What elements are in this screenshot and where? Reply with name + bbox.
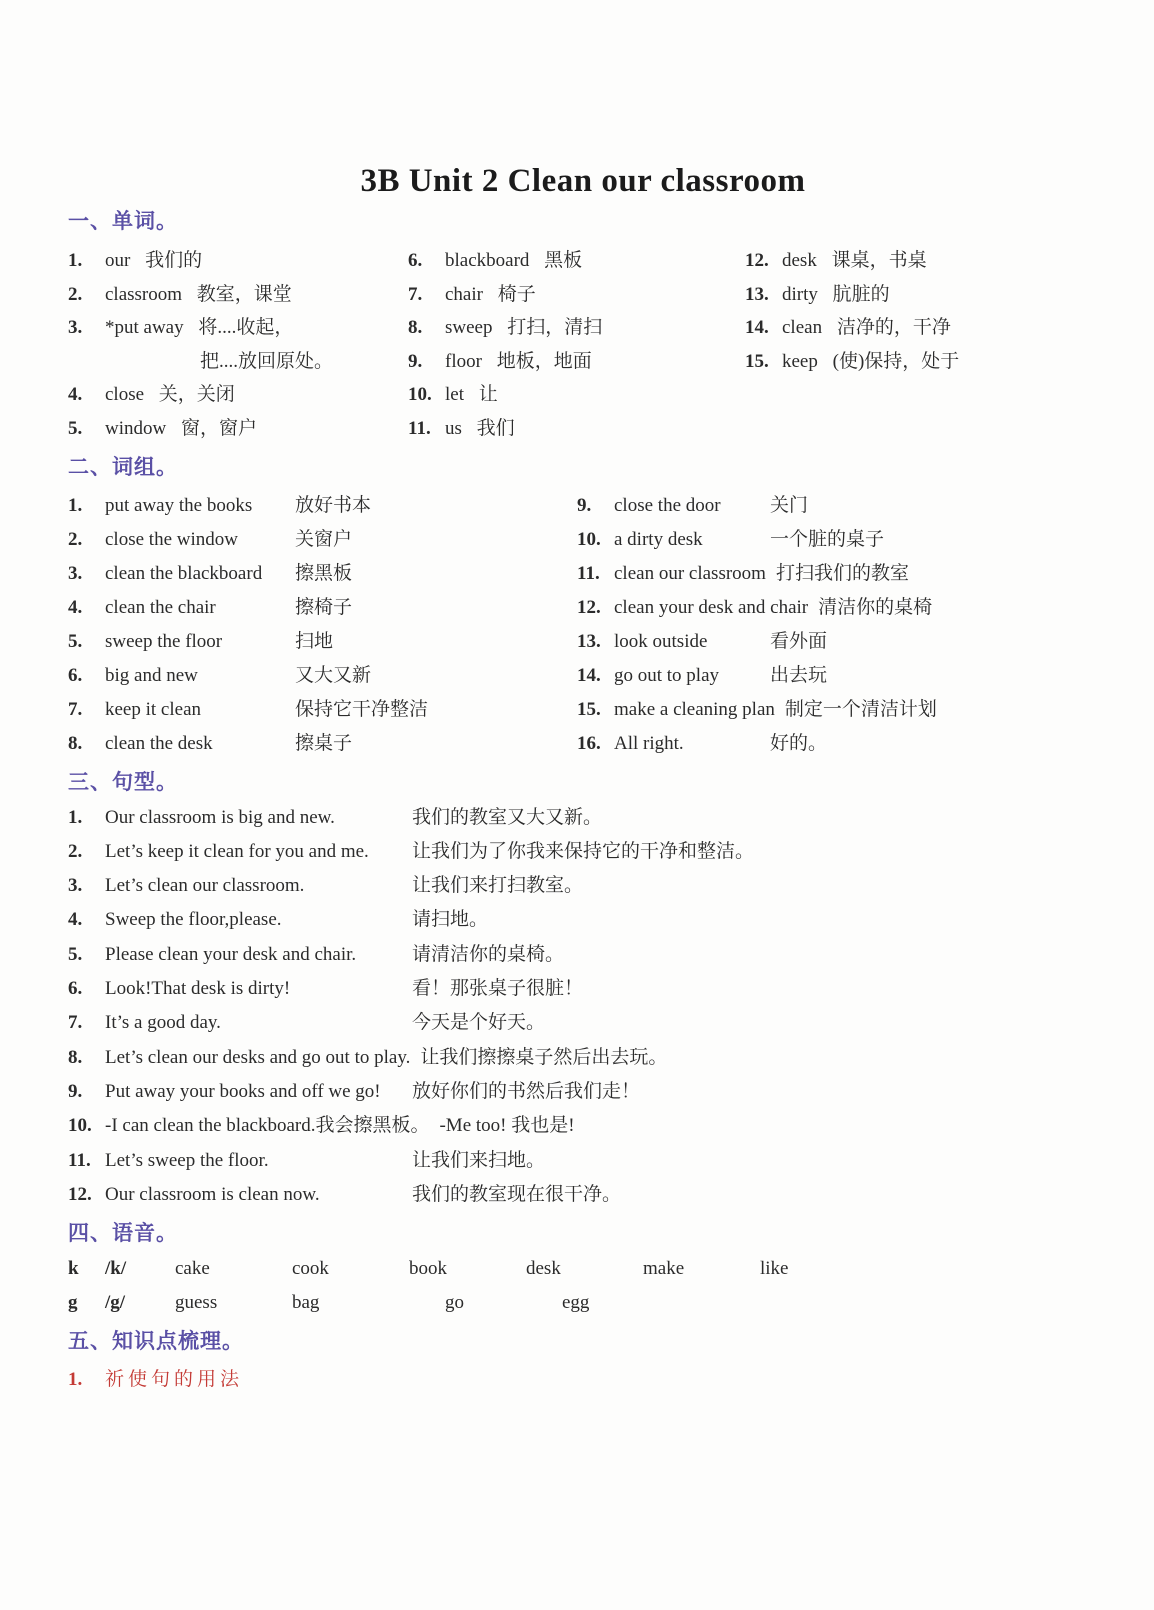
word-item (408, 311, 745, 345)
sentences-section (68, 801, 1098, 1213)
phonics-word: egg (562, 1292, 590, 1314)
phonics-word: bag (292, 1292, 320, 1314)
phrase-item (577, 489, 1098, 523)
phrase-english: clean our classroom (614, 562, 766, 584)
item-number: 1. (68, 250, 83, 271)
phrase-english: clean your desk and chair (614, 596, 809, 618)
word-english: classroom (105, 283, 183, 305)
sentence-chinese: 放好你们的书然后我们走！ (412, 1080, 641, 1102)
phonics-word: guess (175, 1292, 218, 1314)
item-number: 4. (68, 384, 83, 406)
word-item (68, 311, 408, 378)
sentence-english: Our classroom is big and new. (105, 806, 335, 828)
sentence-chinese: 我们的教室又大又新。 (412, 806, 603, 828)
word-text (105, 244, 408, 278)
phrase-english: close the door (614, 494, 721, 516)
item-number: 16. (577, 732, 601, 754)
phonics-section (68, 1252, 1098, 1320)
knowledge-text: 祈使句的用法 (105, 1369, 244, 1391)
word-text (782, 311, 1098, 345)
phrase-english: make a cleaning plan (614, 698, 775, 720)
word-item (408, 412, 745, 446)
word-item (68, 378, 408, 412)
sentence-english: Look!That desk is dirty! (105, 978, 291, 1000)
word-text (105, 311, 408, 378)
item-number: 4. (68, 596, 83, 618)
phrase-item (577, 659, 1098, 693)
phonics-word: go (445, 1292, 464, 1314)
sentence-english: Sweep the floor,please. (105, 909, 282, 931)
item-number: 13. (745, 283, 769, 305)
word-english: close (105, 384, 145, 406)
phonics-sound: /k/ (105, 1258, 127, 1280)
word-english: sweep (445, 317, 493, 339)
phrase-chinese: 关窗户 (295, 528, 353, 550)
word-text (782, 244, 1098, 278)
item-number: 2. (68, 283, 83, 305)
phrase-english: All right. (614, 732, 684, 754)
sentence-english: It’s a good day. (105, 1012, 221, 1034)
word-text (445, 378, 745, 412)
section-sentences-heading: 三、句型。 (68, 769, 178, 794)
item-number: 5. (68, 630, 83, 652)
section-phonics-heading: 四、语音。 (68, 1221, 178, 1246)
phrase-chinese: 出去玩 (770, 664, 828, 686)
sentence-english: Put away your books and off we go! (105, 1080, 381, 1102)
sentence-chinese: 让我们来打扫教室。 (412, 875, 584, 897)
phrases-section (68, 489, 1098, 761)
phonics-word: cook (292, 1258, 329, 1280)
sentence-item (68, 1109, 1098, 1143)
item-number: 1. (68, 1369, 83, 1391)
word-chinese: 打扫，清扫 (507, 317, 603, 339)
phrase-item (577, 625, 1098, 659)
phrase-chinese: 保持它干净整洁 (295, 698, 429, 720)
item-number: 12. (745, 250, 769, 271)
sentence-item (68, 869, 1098, 903)
word-item (408, 278, 745, 312)
item-number: 10. (577, 528, 601, 550)
sentence-chinese: 让我们擦擦桌子然后出去玩。 (420, 1046, 668, 1068)
word-item (408, 345, 745, 379)
phrase-chinese: 放好书本 (295, 494, 372, 516)
item-number: 4. (68, 909, 83, 931)
word-text (445, 345, 745, 379)
word-chinese: 将....收起， (198, 317, 294, 339)
word-english: clean (782, 317, 823, 339)
word-text (445, 244, 745, 278)
word-english: keep (782, 350, 818, 372)
word-chinese: 肮脏的 (832, 283, 890, 305)
phonics-word: like (760, 1258, 789, 1280)
phrase-item (68, 523, 577, 557)
item-number: 2. (68, 840, 83, 862)
phrase-english: put away the books (105, 494, 253, 516)
sentence-english: Let’s keep it clean for you and me. (105, 840, 369, 862)
item-number: 2. (68, 528, 83, 550)
item-number: 7. (408, 283, 423, 305)
phrase-chinese: 清洁你的桌椅 (818, 596, 933, 618)
sentence-chinese: 我们的教室现在很干净。 (412, 1183, 622, 1205)
item-number: 12. (68, 1183, 92, 1205)
item-number: 5. (68, 943, 83, 965)
phrase-chinese: 一个脏的桌子 (770, 528, 885, 550)
phrases-column-2 (577, 489, 1098, 761)
item-number: 9. (408, 350, 423, 372)
word-chinese: 我们 (476, 417, 515, 439)
phrase-item (577, 523, 1098, 557)
phrase-item (68, 591, 577, 625)
phrase-item (577, 727, 1098, 761)
phrase-item (577, 557, 1098, 591)
item-number: 9. (68, 1080, 83, 1102)
sentence-item (68, 801, 1098, 835)
words-column-2 (408, 244, 745, 446)
phrase-chinese: 扫地 (295, 630, 334, 652)
item-number: 7. (68, 698, 83, 720)
sentence-chinese: 请清洁你的桌椅。 (412, 943, 565, 965)
item-number: 9. (577, 494, 592, 516)
phonics-word: cake (175, 1258, 210, 1280)
word-english: desk (782, 250, 817, 271)
word-item (408, 244, 745, 278)
item-number: 3. (68, 317, 83, 339)
item-number: 14. (577, 664, 601, 686)
phonics-sound: /g/ (105, 1292, 126, 1314)
phrase-english: close the window (105, 528, 238, 550)
phrase-item (68, 489, 577, 523)
phrase-english: keep it clean (105, 698, 202, 720)
words-column-1 (68, 244, 408, 446)
phrase-item (577, 693, 1098, 727)
sentence-chinese: -Me too! 我也是! (439, 1115, 575, 1137)
phrase-item (68, 625, 577, 659)
word-item (745, 311, 1098, 345)
word-chinese: (使)保持，处于 (832, 350, 960, 372)
sentence-item (68, 972, 1098, 1006)
word-english: our (105, 250, 131, 271)
sentence-english: Let’s clean our desks and go out to play. (105, 1046, 411, 1068)
sentence-chinese: 让我们为了你我来保持它的干净和整洁。 (412, 840, 755, 862)
phonics-word: desk (526, 1258, 561, 1280)
word-chinese: 我们的 (145, 250, 203, 271)
item-number: 14. (745, 317, 769, 339)
word-text (782, 278, 1098, 312)
sentence-item (68, 1006, 1098, 1040)
phrase-english: a dirty desk (614, 528, 703, 550)
item-number: 8. (68, 1046, 83, 1068)
phrase-chinese: 又大又新 (295, 664, 372, 686)
sentence-english: Our classroom is clean now. (105, 1183, 320, 1205)
item-number: 6. (68, 664, 83, 686)
item-number: 11. (68, 1149, 91, 1171)
item-number: 10. (408, 384, 432, 406)
sentence-item (68, 1075, 1098, 1109)
phrase-english: clean the chair (105, 596, 216, 618)
phrase-chinese: 擦桌子 (295, 732, 353, 754)
phrase-chinese: 看外面 (770, 630, 828, 652)
sentence-item (68, 1178, 1098, 1212)
section-knowledge-heading: 五、知识点梳理。 (68, 1329, 244, 1354)
phrase-english: clean the blackboard (105, 562, 263, 584)
sentence-english: Let’s sweep the floor. (105, 1149, 269, 1171)
phrase-english: go out to play (614, 664, 720, 686)
word-item (745, 345, 1098, 379)
phonics-row-g (68, 1286, 1098, 1320)
word-english: floor (445, 350, 482, 372)
item-number: 13. (577, 630, 601, 652)
phrase-english: sweep the floor (105, 630, 223, 652)
sentence-chinese: 请扫地。 (412, 909, 489, 931)
phrase-item (68, 693, 577, 727)
sentence-chinese: 看！那张桌子很脏！ (412, 978, 584, 1000)
phonics-word: book (409, 1258, 447, 1280)
item-number: 6. (68, 978, 83, 1000)
phrase-english: clean the desk (105, 732, 213, 754)
phonics-letter: g (68, 1292, 78, 1314)
item-number: 1. (68, 806, 83, 828)
phonics-word: make (643, 1258, 685, 1280)
phonics-letter: k (68, 1258, 79, 1280)
knowledge-item (68, 1364, 1098, 1396)
word-chinese: 课桌，书桌 (831, 250, 927, 271)
sentence-english: -I can clean the blackboard.我会擦黑板。 (105, 1115, 430, 1137)
word-chinese-continuation: 把....放回原处。 (200, 350, 334, 372)
phrase-item (68, 557, 577, 591)
item-number: 5. (68, 417, 83, 439)
word-item (745, 244, 1098, 278)
item-number: 8. (68, 732, 83, 754)
word-text (105, 412, 408, 446)
phrase-chinese: 擦椅子 (295, 596, 353, 618)
word-item (68, 278, 408, 312)
phrase-item (577, 591, 1098, 625)
word-chinese: 椅子 (497, 283, 536, 305)
word-text (445, 278, 745, 312)
word-chinese: 地板，地面 (496, 350, 592, 372)
phrase-chinese: 打扫我们的教室 (775, 562, 909, 584)
sentence-item (68, 1144, 1098, 1178)
sentence-item (68, 903, 1098, 937)
item-number: 3. (68, 875, 83, 897)
sentence-item (68, 835, 1098, 869)
word-text (105, 378, 408, 412)
page-title: 3B Unit 2 Clean our classroom (360, 163, 806, 199)
item-number: 8. (408, 317, 423, 339)
word-text (445, 412, 745, 446)
sentence-english: Let’s clean our classroom. (105, 875, 305, 897)
word-english: window (105, 417, 167, 439)
phrase-item (68, 659, 577, 693)
phrase-item (68, 727, 577, 761)
word-text (445, 311, 745, 345)
word-english: let (445, 384, 464, 406)
sentence-item (68, 1041, 1098, 1075)
word-text (105, 278, 408, 312)
words-section (68, 244, 1098, 446)
phonics-row-k (68, 1252, 1098, 1286)
item-number: 3. (68, 562, 83, 584)
item-number: 11. (577, 562, 600, 584)
word-chinese: 让 (478, 384, 498, 406)
word-english: dirty (782, 283, 818, 305)
words-column-3 (745, 244, 1098, 446)
item-number: 15. (745, 350, 769, 372)
item-number: 12. (577, 596, 601, 618)
word-chinese: 教室，课堂 (196, 283, 292, 305)
item-number: 6. (408, 250, 423, 271)
word-chinese: 关，关闭 (158, 384, 235, 406)
phrase-english: big and new (105, 664, 198, 686)
phrase-chinese: 擦黑板 (295, 562, 353, 584)
word-item (745, 278, 1098, 312)
word-item (68, 412, 408, 446)
word-item (408, 378, 745, 412)
word-english: blackboard (445, 250, 530, 271)
word-english: *put away (105, 317, 184, 339)
item-number: 11. (408, 417, 431, 439)
section-words-heading: 一、单词。 (68, 209, 178, 233)
sentence-chinese: 今天是个好天。 (412, 1012, 546, 1034)
phrase-chinese: 制定一个清洁计划 (784, 698, 937, 720)
phrase-chinese: 关门 (770, 494, 809, 516)
item-number: 7. (68, 1012, 83, 1034)
item-number: 15. (577, 698, 601, 720)
section-phrases-heading: 二、词组。 (68, 454, 178, 479)
sentence-english: Please clean your desk and chair. (105, 943, 357, 965)
sentence-item (68, 938, 1098, 972)
word-text (782, 345, 1098, 379)
phrases-column-1 (68, 489, 577, 761)
phrase-english: look outside (614, 630, 708, 652)
phrase-chinese: 好的。 (770, 732, 828, 754)
word-english: chair (445, 283, 483, 305)
item-number: 10. (68, 1115, 92, 1137)
word-chinese: 洁净的，干净 (836, 317, 951, 339)
word-chinese: 窗，窗户 (180, 417, 257, 439)
word-english: us (445, 417, 462, 439)
sentence-chinese: 让我们来扫地。 (412, 1149, 546, 1171)
word-chinese: 黑板 (544, 250, 583, 271)
knowledge-section (68, 1364, 1098, 1396)
word-item (68, 244, 408, 278)
item-number: 1. (68, 494, 83, 516)
